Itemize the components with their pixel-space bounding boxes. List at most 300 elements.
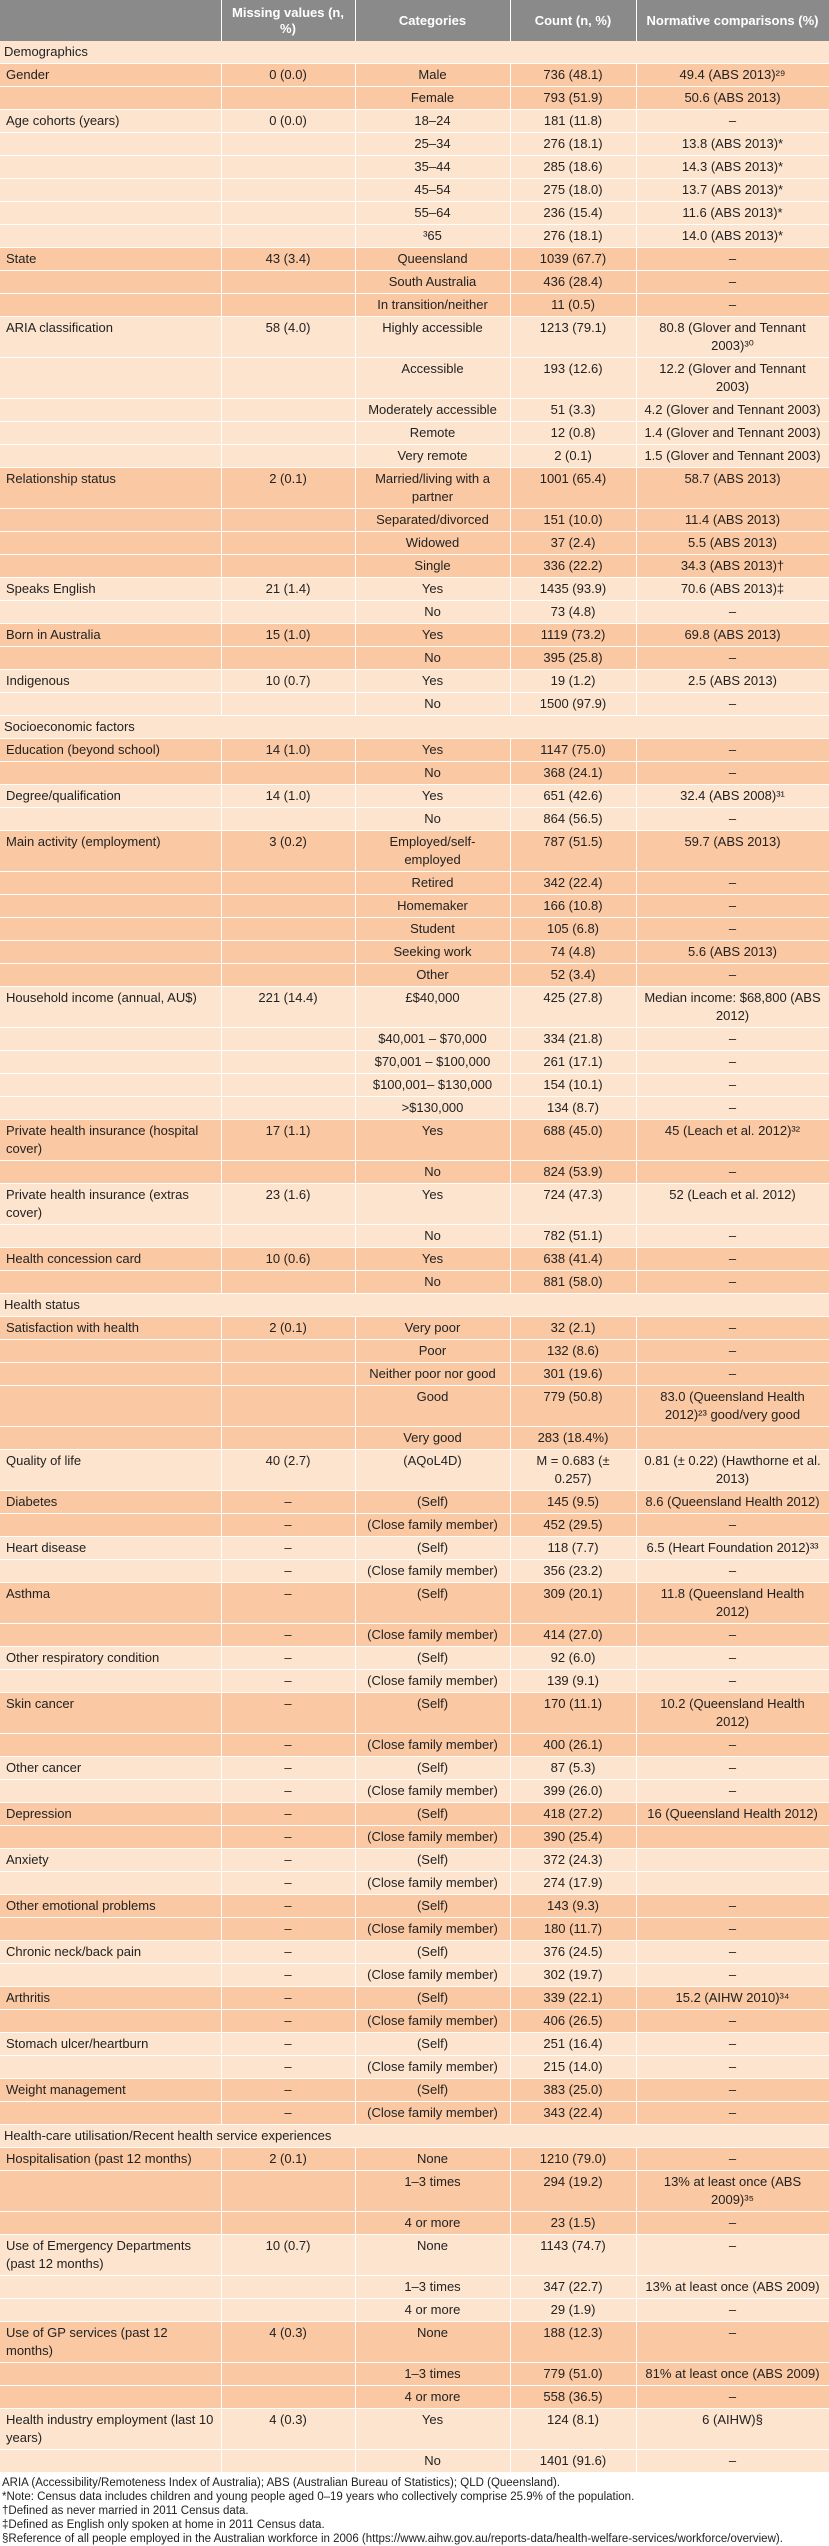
- category-cell: Yes: [355, 2409, 510, 2450]
- variable-cell: Other cancer: [0, 1757, 221, 1780]
- missing-values-cell: [221, 808, 355, 831]
- count-cell: 124 (8.1): [510, 2409, 636, 2450]
- normative-comparison-cell: –: [636, 2033, 829, 2056]
- variable-cell: [0, 271, 221, 294]
- category-cell: (Self): [355, 1987, 510, 2010]
- category-cell: Yes: [355, 624, 510, 647]
- table-row: [0, 2235, 829, 2276]
- table-row: [0, 1693, 829, 1734]
- normative-comparison-cell: –: [636, 964, 829, 987]
- count-cell: 793 (51.9): [510, 87, 636, 110]
- table-row: [0, 1826, 829, 1849]
- category-cell: No: [355, 2450, 510, 2473]
- variable-cell: Main activity (employment): [0, 831, 221, 872]
- category-cell: (Close family member): [355, 1826, 510, 1849]
- normative-comparison-cell: –: [636, 2010, 829, 2033]
- table-row: [0, 1184, 829, 1225]
- category-cell: Seeking work: [355, 941, 510, 964]
- table-row: [0, 1803, 829, 1826]
- missing-values-cell: –: [221, 1624, 355, 1647]
- missing-values-cell: [221, 202, 355, 225]
- normative-comparison-cell: 70.6 (ABS 2013)‡: [636, 578, 829, 601]
- missing-values-cell: [221, 693, 355, 716]
- missing-values-cell: –: [221, 1780, 355, 1803]
- missing-values-cell: [221, 2276, 355, 2299]
- count-cell: 274 (17.9): [510, 1872, 636, 1895]
- table-row: [0, 468, 829, 509]
- category-cell: Married/living with a partner: [355, 468, 510, 509]
- variable-cell: [0, 1964, 221, 1987]
- normative-comparison-cell: –: [636, 248, 829, 271]
- category-cell: $100,001– $130,000: [355, 1074, 510, 1097]
- variable-cell: [0, 422, 221, 445]
- variable-cell: Asthma: [0, 1583, 221, 1624]
- normative-comparison-cell: –: [636, 2212, 829, 2235]
- category-cell: South Australia: [355, 271, 510, 294]
- table-row: [0, 317, 829, 358]
- count-cell: 343 (22.4): [510, 2102, 636, 2125]
- missing-values-cell: [221, 87, 355, 110]
- normative-comparison-cell: 50.6 (ABS 2013): [636, 87, 829, 110]
- table-row: [0, 1340, 829, 1363]
- variable-cell: [0, 2386, 221, 2409]
- table-row: [0, 1271, 829, 1294]
- table-row: [0, 1028, 829, 1051]
- normative-comparison-cell: 11.8 (Queensland Health 2012): [636, 1583, 829, 1624]
- count-cell: 638 (41.4): [510, 1248, 636, 1271]
- normative-comparison-cell: –: [636, 294, 829, 317]
- table-row: [0, 156, 829, 179]
- missing-values-cell: –: [221, 1826, 355, 1849]
- category-cell: Highly accessible: [355, 317, 510, 358]
- table-row: [0, 2450, 829, 2473]
- count-cell: 151 (10.0): [510, 509, 636, 532]
- missing-values-cell: [221, 2171, 355, 2212]
- normative-comparison-cell: 13.8 (ABS 2013)*: [636, 133, 829, 156]
- normative-comparison-cell: –: [636, 1074, 829, 1097]
- table-row: [0, 647, 829, 670]
- header-variable: [0, 0, 221, 41]
- table-row: [0, 358, 829, 399]
- count-cell: 418 (27.2): [510, 1803, 636, 1826]
- table-row: [0, 509, 829, 532]
- section-header-row: [0, 41, 829, 64]
- variable-cell: [0, 1670, 221, 1693]
- missing-values-cell: [221, 225, 355, 248]
- count-cell: 558 (36.5): [510, 2386, 636, 2409]
- variable-cell: Speaks English: [0, 578, 221, 601]
- table-row: [0, 785, 829, 808]
- category-cell: Homemaker: [355, 895, 510, 918]
- table-row: [0, 2171, 829, 2212]
- normative-comparison-cell: –: [636, 1097, 829, 1120]
- count-cell: 414 (27.0): [510, 1624, 636, 1647]
- category-cell: (Self): [355, 1537, 510, 1560]
- normative-comparison-cell: 59.7 (ABS 2013): [636, 831, 829, 872]
- category-cell: (Close family member): [355, 1780, 510, 1803]
- variable-cell: State: [0, 248, 221, 271]
- variable-cell: Other emotional problems: [0, 1895, 221, 1918]
- normative-comparison-cell: 11.4 (ABS 2013): [636, 509, 829, 532]
- category-cell: 1–3 times: [355, 2171, 510, 2212]
- count-cell: 342 (22.4): [510, 872, 636, 895]
- table-row: [0, 294, 829, 317]
- normative-comparison-cell: 13% at least once (ABS 2009): [636, 2276, 829, 2299]
- table-header: [0, 0, 829, 41]
- missing-values-cell: –: [221, 1734, 355, 1757]
- category-cell: (Self): [355, 1803, 510, 1826]
- variable-cell: Weight management: [0, 2079, 221, 2102]
- category-cell: 4 or more: [355, 2212, 510, 2235]
- missing-values-cell: [221, 2450, 355, 2473]
- variable-cell: Other respiratory condition: [0, 1647, 221, 1670]
- missing-values-cell: –: [221, 1964, 355, 1987]
- count-cell: 376 (24.5): [510, 1941, 636, 1964]
- category-cell: (Close family member): [355, 2010, 510, 2033]
- variable-cell: Age cohorts (years): [0, 110, 221, 133]
- normative-comparison-cell: –: [636, 1670, 829, 1693]
- table-row: [0, 1248, 829, 1271]
- variable-cell: [0, 808, 221, 831]
- category-cell: No: [355, 693, 510, 716]
- missing-values-cell: –: [221, 1803, 355, 1826]
- normative-comparison-cell: –: [636, 110, 829, 133]
- category-cell: Good: [355, 1386, 510, 1427]
- variable-cell: Arthritis: [0, 1987, 221, 2010]
- count-cell: 372 (24.3): [510, 1849, 636, 1872]
- normative-comparison-cell: –: [636, 1317, 829, 1340]
- count-cell: 29 (1.9): [510, 2299, 636, 2322]
- variable-cell: [0, 1097, 221, 1120]
- missing-values-cell: [221, 1363, 355, 1386]
- normative-comparison-cell: –: [636, 1363, 829, 1386]
- missing-values-cell: 3 (0.2): [221, 831, 355, 872]
- missing-values-cell: [221, 941, 355, 964]
- missing-values-cell: [221, 895, 355, 918]
- table-row: [0, 831, 829, 872]
- variable-cell: [0, 1624, 221, 1647]
- count-cell: 276 (18.1): [510, 133, 636, 156]
- count-cell: 782 (51.1): [510, 1225, 636, 1248]
- count-cell: 1213 (79.1): [510, 317, 636, 358]
- missing-values-cell: [221, 532, 355, 555]
- normative-comparison-cell: [636, 1872, 829, 1895]
- table-row: [0, 987, 829, 1028]
- missing-values-cell: [221, 156, 355, 179]
- variable-cell: [0, 1826, 221, 1849]
- category-cell: >$130,000: [355, 1097, 510, 1120]
- normative-comparison-cell: –: [636, 2102, 829, 2125]
- category-cell: Employed/self-employed: [355, 831, 510, 872]
- category-cell: Yes: [355, 670, 510, 693]
- normative-comparison-cell: –: [636, 2235, 829, 2276]
- table-row: [0, 2102, 829, 2125]
- normative-comparison-cell: –: [636, 693, 829, 716]
- missing-values-cell: [221, 2299, 355, 2322]
- category-cell: $70,001 – $100,000: [355, 1051, 510, 1074]
- category-cell: (Close family member): [355, 2056, 510, 2079]
- count-cell: 37 (2.4): [510, 532, 636, 555]
- variable-cell: [0, 601, 221, 624]
- table-row: [0, 1734, 829, 1757]
- count-cell: 118 (7.7): [510, 1537, 636, 1560]
- table-row: [0, 1583, 829, 1624]
- category-cell: No: [355, 1161, 510, 1184]
- category-cell: Yes: [355, 1248, 510, 1271]
- table-row: [0, 2033, 829, 2056]
- variable-cell: Health industry employment (last 10 years): [0, 2409, 221, 2450]
- category-cell: 4 or more: [355, 2386, 510, 2409]
- count-cell: 139 (9.1): [510, 1670, 636, 1693]
- category-cell: Yes: [355, 785, 510, 808]
- normative-comparison-cell: –: [636, 1964, 829, 1987]
- count-cell: 11 (0.5): [510, 294, 636, 317]
- category-cell: Other: [355, 964, 510, 987]
- table-row: [0, 1624, 829, 1647]
- normative-comparison-cell: Median income: $68,800 (ABS 2012): [636, 987, 829, 1028]
- category-cell: Yes: [355, 1184, 510, 1225]
- variable-cell: [0, 1514, 221, 1537]
- missing-values-cell: [221, 2363, 355, 2386]
- table-row: [0, 2363, 829, 2386]
- section-title: Health-care utilisation/Recent health service experiences: [0, 2125, 829, 2148]
- count-cell: 193 (12.6): [510, 358, 636, 399]
- count-cell: 334 (21.8): [510, 1028, 636, 1051]
- variable-cell: [0, 399, 221, 422]
- missing-values-cell: 4 (0.3): [221, 2322, 355, 2363]
- variable-cell: [0, 1074, 221, 1097]
- variable-cell: [0, 1427, 221, 1450]
- table-row: [0, 555, 829, 578]
- normative-comparison-cell: –: [636, 1780, 829, 1803]
- count-cell: 301 (19.6): [510, 1363, 636, 1386]
- category-cell: $40,001 – $70,000: [355, 1028, 510, 1051]
- table-row: [0, 1386, 829, 1427]
- footnote: †Defined as never married in 2011 Census data.: [2, 2505, 249, 2517]
- count-cell: 736 (48.1): [510, 64, 636, 87]
- normative-comparison-cell: –: [636, 1918, 829, 1941]
- normative-comparison-cell: 6.5 (Heart Foundation 2012)³³: [636, 1537, 829, 1560]
- missing-values-cell: [221, 1097, 355, 1120]
- category-cell: No: [355, 647, 510, 670]
- missing-values-cell: –: [221, 2079, 355, 2102]
- category-cell: Very good: [355, 1427, 510, 1450]
- normative-comparison-cell: 32.4 (ABS 2008)³¹: [636, 785, 829, 808]
- count-cell: 134 (8.7): [510, 1097, 636, 1120]
- category-cell: (Close family member): [355, 1670, 510, 1693]
- count-cell: 347 (22.7): [510, 2276, 636, 2299]
- missing-values-cell: –: [221, 1514, 355, 1537]
- variable-cell: Health concession card: [0, 1248, 221, 1271]
- normative-comparison-cell: –: [636, 1647, 829, 1670]
- missing-values-cell: [221, 601, 355, 624]
- section-title: Demographics: [0, 41, 829, 64]
- category-cell: Very remote: [355, 445, 510, 468]
- normative-comparison-cell: 16 (Queensland Health 2012): [636, 1803, 829, 1826]
- table-row: [0, 225, 829, 248]
- variable-cell: Anxiety: [0, 1849, 221, 1872]
- variable-cell: Depression: [0, 1803, 221, 1826]
- missing-values-cell: 0 (0.0): [221, 64, 355, 87]
- count-cell: 181 (11.8): [510, 110, 636, 133]
- normative-comparison-cell: –: [636, 1624, 829, 1647]
- normative-comparison-cell: –: [636, 1757, 829, 1780]
- count-cell: 651 (42.6): [510, 785, 636, 808]
- variable-cell: [0, 1734, 221, 1757]
- table-row: [0, 2148, 829, 2171]
- normative-comparison-cell: –: [636, 1941, 829, 1964]
- normative-comparison-cell: 8.6 (Queensland Health 2012): [636, 1491, 829, 1514]
- normative-comparison-cell: –: [636, 1560, 829, 1583]
- table-notes: [0, 2473, 829, 2546]
- missing-values-cell: 23 (1.6): [221, 1184, 355, 1225]
- normative-comparison-cell: 13.7 (ABS 2013)*: [636, 179, 829, 202]
- count-cell: 688 (45.0): [510, 1120, 636, 1161]
- missing-values-cell: –: [221, 1918, 355, 1941]
- table-row: [0, 445, 829, 468]
- count-cell: 395 (25.8): [510, 647, 636, 670]
- table-row: [0, 2079, 829, 2102]
- missing-values-cell: –: [221, 1647, 355, 1670]
- missing-values-cell: [221, 445, 355, 468]
- normative-comparison-cell: –: [636, 739, 829, 762]
- normative-comparison-cell: 2.5 (ABS 2013): [636, 670, 829, 693]
- category-cell: (Close family member): [355, 1734, 510, 1757]
- normative-comparison-cell: –: [636, 601, 829, 624]
- variable-cell: [0, 445, 221, 468]
- variable-cell: [0, 2299, 221, 2322]
- count-cell: 1039 (67.7): [510, 248, 636, 271]
- category-cell: Yes: [355, 1120, 510, 1161]
- normative-comparison-cell: 14.0 (ABS 2013)*: [636, 225, 829, 248]
- footnote: §Reference of all people employed in the Australian workforce in 2006 (https://www.aihw.gov.au/reports-data/health-welfare-services/workforce/overview).: [2, 2533, 783, 2545]
- table-row: [0, 1918, 829, 1941]
- count-cell: 864 (56.5): [510, 808, 636, 831]
- normative-comparison-cell: –: [636, 2148, 829, 2171]
- missing-values-cell: 21 (1.4): [221, 578, 355, 601]
- count-cell: 779 (50.8): [510, 1386, 636, 1427]
- missing-values-cell: –: [221, 1491, 355, 1514]
- normative-comparison-cell: [636, 1849, 829, 1872]
- category-cell: Remote: [355, 422, 510, 445]
- missing-values-cell: [221, 1427, 355, 1450]
- missing-values-cell: 58 (4.0): [221, 317, 355, 358]
- table-row: [0, 1074, 829, 1097]
- table-row: [0, 1670, 829, 1693]
- count-cell: 52 (3.4): [510, 964, 636, 987]
- table-row: [0, 2056, 829, 2079]
- normative-comparison-cell: –: [636, 1340, 829, 1363]
- variable-cell: [0, 895, 221, 918]
- category-cell: (Self): [355, 1491, 510, 1514]
- category-cell: (Self): [355, 2079, 510, 2102]
- category-cell: In transition/neither: [355, 294, 510, 317]
- normative-comparison-cell: 12.2 (Glover and Tennant 2003): [636, 358, 829, 399]
- missing-values-cell: –: [221, 1583, 355, 1624]
- table-row: [0, 1987, 829, 2010]
- category-cell: No: [355, 808, 510, 831]
- missing-values-cell: –: [221, 1537, 355, 1560]
- table-row: [0, 1964, 829, 1987]
- category-cell: Moderately accessible: [355, 399, 510, 422]
- variable-cell: [0, 294, 221, 317]
- missing-values-cell: [221, 271, 355, 294]
- header-categories: Categories: [355, 0, 510, 41]
- missing-values-cell: [221, 1340, 355, 1363]
- normative-comparison-cell: 81% at least once (ABS 2009): [636, 2363, 829, 2386]
- variable-cell: Born in Australia: [0, 624, 221, 647]
- count-cell: 132 (8.6): [510, 1340, 636, 1363]
- missing-values-cell: [221, 2212, 355, 2235]
- category-cell: 1–3 times: [355, 2363, 510, 2386]
- variable-cell: [0, 1560, 221, 1583]
- normative-comparison-cell: 4.2 (Glover and Tennant 2003): [636, 399, 829, 422]
- category-cell: (Close family member): [355, 1624, 510, 1647]
- count-cell: 383 (25.0): [510, 2079, 636, 2102]
- missing-values-cell: 4 (0.3): [221, 2409, 355, 2450]
- variable-cell: ARIA classification: [0, 317, 221, 358]
- missing-values-cell: –: [221, 1849, 355, 1872]
- variable-cell: [0, 509, 221, 532]
- normative-comparison-cell: –: [636, 647, 829, 670]
- normative-comparison-cell: –: [636, 872, 829, 895]
- count-cell: 1143 (74.7): [510, 2235, 636, 2276]
- normative-comparison-cell: 5.5 (ABS 2013): [636, 532, 829, 555]
- count-cell: 779 (51.0): [510, 2363, 636, 2386]
- category-cell: Retired: [355, 872, 510, 895]
- missing-values-cell: 2 (0.1): [221, 2148, 355, 2171]
- table-row: [0, 422, 829, 445]
- category-cell: No: [355, 601, 510, 624]
- category-cell: 25–34: [355, 133, 510, 156]
- count-cell: M = 0.683 (± 0.257): [510, 1450, 636, 1491]
- table-row: [0, 2409, 829, 2450]
- table-row: [0, 2386, 829, 2409]
- normative-comparison-cell: –: [636, 918, 829, 941]
- normative-comparison-cell: –: [636, 2450, 829, 2473]
- normative-comparison-cell: 10.2 (Queensland Health 2012): [636, 1693, 829, 1734]
- category-cell: (Self): [355, 1693, 510, 1734]
- count-cell: 215 (14.0): [510, 2056, 636, 2079]
- category-cell: (Close family member): [355, 1918, 510, 1941]
- category-cell: None: [355, 2322, 510, 2363]
- header-count: Count (n, %): [510, 0, 636, 41]
- table-row: [0, 1560, 829, 1583]
- normative-comparison-cell: –: [636, 2079, 829, 2102]
- count-cell: 261 (17.1): [510, 1051, 636, 1074]
- category-cell: (AQoL4D): [355, 1450, 510, 1491]
- missing-values-cell: 43 (3.4): [221, 248, 355, 271]
- variable-cell: [0, 532, 221, 555]
- variable-cell: [0, 1780, 221, 1803]
- variable-cell: [0, 225, 221, 248]
- category-cell: Female: [355, 87, 510, 110]
- missing-values-cell: [221, 358, 355, 399]
- normative-comparison-cell: 5.6 (ABS 2013): [636, 941, 829, 964]
- normative-comparison-cell: –: [636, 1734, 829, 1757]
- variable-cell: [0, 1918, 221, 1941]
- normative-comparison-cell: 13% at least once (ABS 2009)³⁵: [636, 2171, 829, 2212]
- category-cell: ³65: [355, 225, 510, 248]
- missing-values-cell: [221, 918, 355, 941]
- count-cell: 275 (18.0): [510, 179, 636, 202]
- missing-values-cell: [221, 647, 355, 670]
- category-cell: Separated/divorced: [355, 509, 510, 532]
- normative-comparison-cell: 14.3 (ABS 2013)*: [636, 156, 829, 179]
- normative-comparison-cell: 0.81 (± 0.22) (Hawthorne et al. 2013): [636, 1450, 829, 1491]
- missing-values-cell: –: [221, 1872, 355, 1895]
- section-title: Socioeconomic factors: [0, 716, 829, 739]
